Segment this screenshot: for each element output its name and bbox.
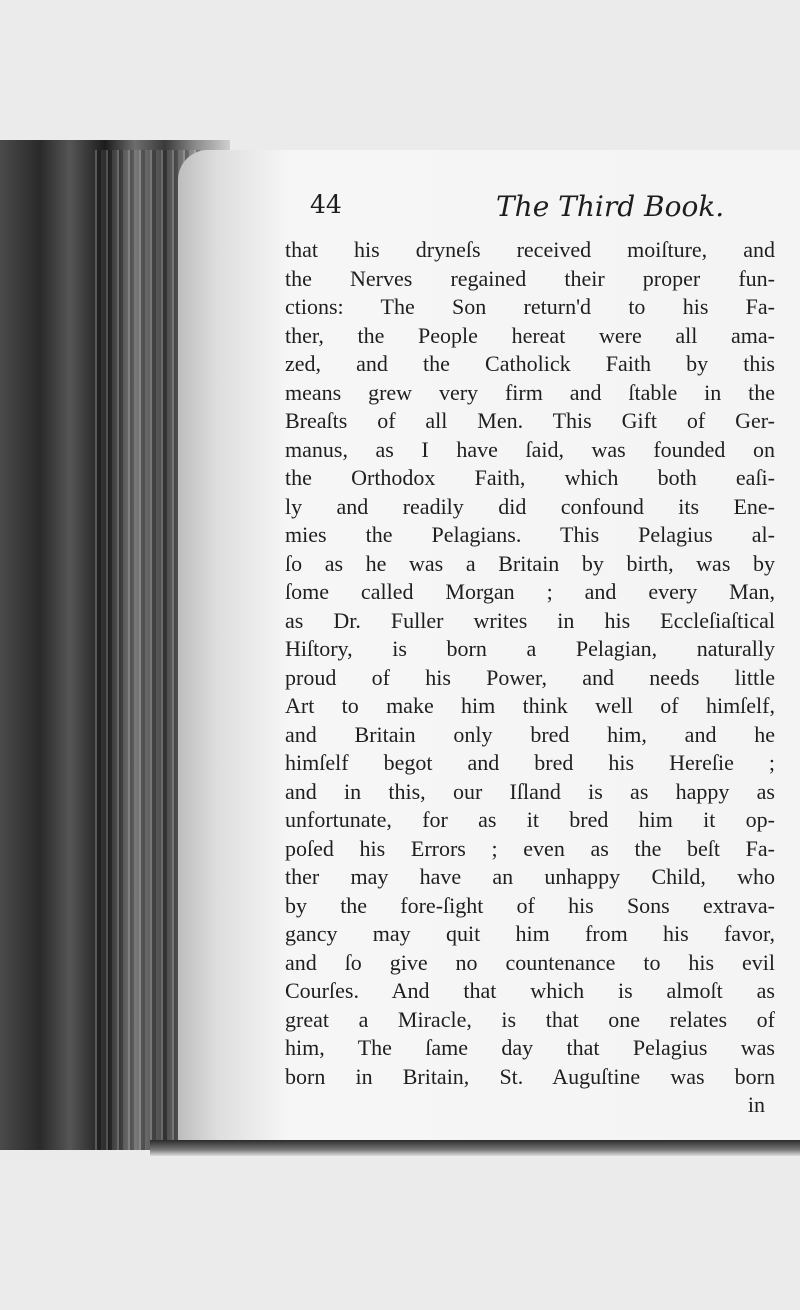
- text-line: means grew very firm and ſtable in the: [285, 379, 775, 405]
- text-line: Courſes. And that which is almoſt as: [285, 978, 775, 1003]
- page-number: 44: [310, 190, 342, 219]
- text-line: ſome called Morgan ; and every Man,: [285, 579, 775, 604]
- text-line: Breaſts of all Men. This Gift of Ger-: [285, 408, 775, 433]
- text-line: ſo as he was a Britain by birth, was by: [285, 550, 775, 576]
- running-head: The Third Book.: [496, 190, 725, 223]
- text-line: and ſo give no countenance to his evil: [285, 949, 775, 975]
- text-line: born in Britain, St. Auguſtine was born: [285, 1063, 775, 1089]
- text-line: ctions: The Son return'd to his Fa-: [285, 294, 775, 319]
- text-line: as Dr. Fuller writes in his Eccleſiaſtical: [285, 607, 775, 633]
- text-line: ther may have an unhappy Child, who: [285, 864, 775, 889]
- text-line: ly and readily did confound its Ene-: [285, 493, 775, 519]
- text-line: proud of his Power, and needs little: [285, 664, 775, 690]
- text-line: the Nerves regained their proper fun-: [285, 265, 775, 291]
- text-line: poſed his Errors ; even as the beſt Fa-: [285, 835, 775, 861]
- text-line: Art to make him think well of himſelf,: [285, 693, 775, 718]
- text-line: and Britain only bred him, and he: [285, 721, 775, 747]
- text-line: and in this, our Iſland is as happy as: [285, 778, 775, 804]
- text-line: zed, and the Catholick Faith by this: [285, 351, 775, 376]
- text-line: unfortunate, for as it bred him it op-: [285, 807, 775, 832]
- page-bottom-edge: [150, 1140, 800, 1156]
- text-line: the Orthodox Faith, which both eaſi-: [285, 465, 775, 490]
- text-line: that his dryneſs received moiſture, and: [285, 237, 775, 262]
- text-line: great a Miracle, is that one relates of: [285, 1006, 775, 1032]
- text-line: him, The ſame day that Pelagius was: [285, 1035, 775, 1060]
- text-line: by the fore-ſight of his Sons extrava-: [285, 892, 775, 918]
- text-line: Hiſtory, is born a Pelagian, naturally: [285, 636, 775, 661]
- text-line: gancy may quit him from his favor,: [285, 921, 775, 946]
- catchword: in: [747, 1092, 765, 1117]
- text-line: ther, the People hereat were all ama-: [285, 322, 775, 348]
- text-line: mies the Pelagians. This Pelagius al-: [285, 522, 775, 547]
- text-line: himſelf begot and bred his Hereſie ;: [285, 750, 775, 775]
- body-text: [285, 236, 775, 1120]
- text-line: manus, as I have ſaid, was founded on: [285, 436, 775, 462]
- page-header: [0, 190, 800, 240]
